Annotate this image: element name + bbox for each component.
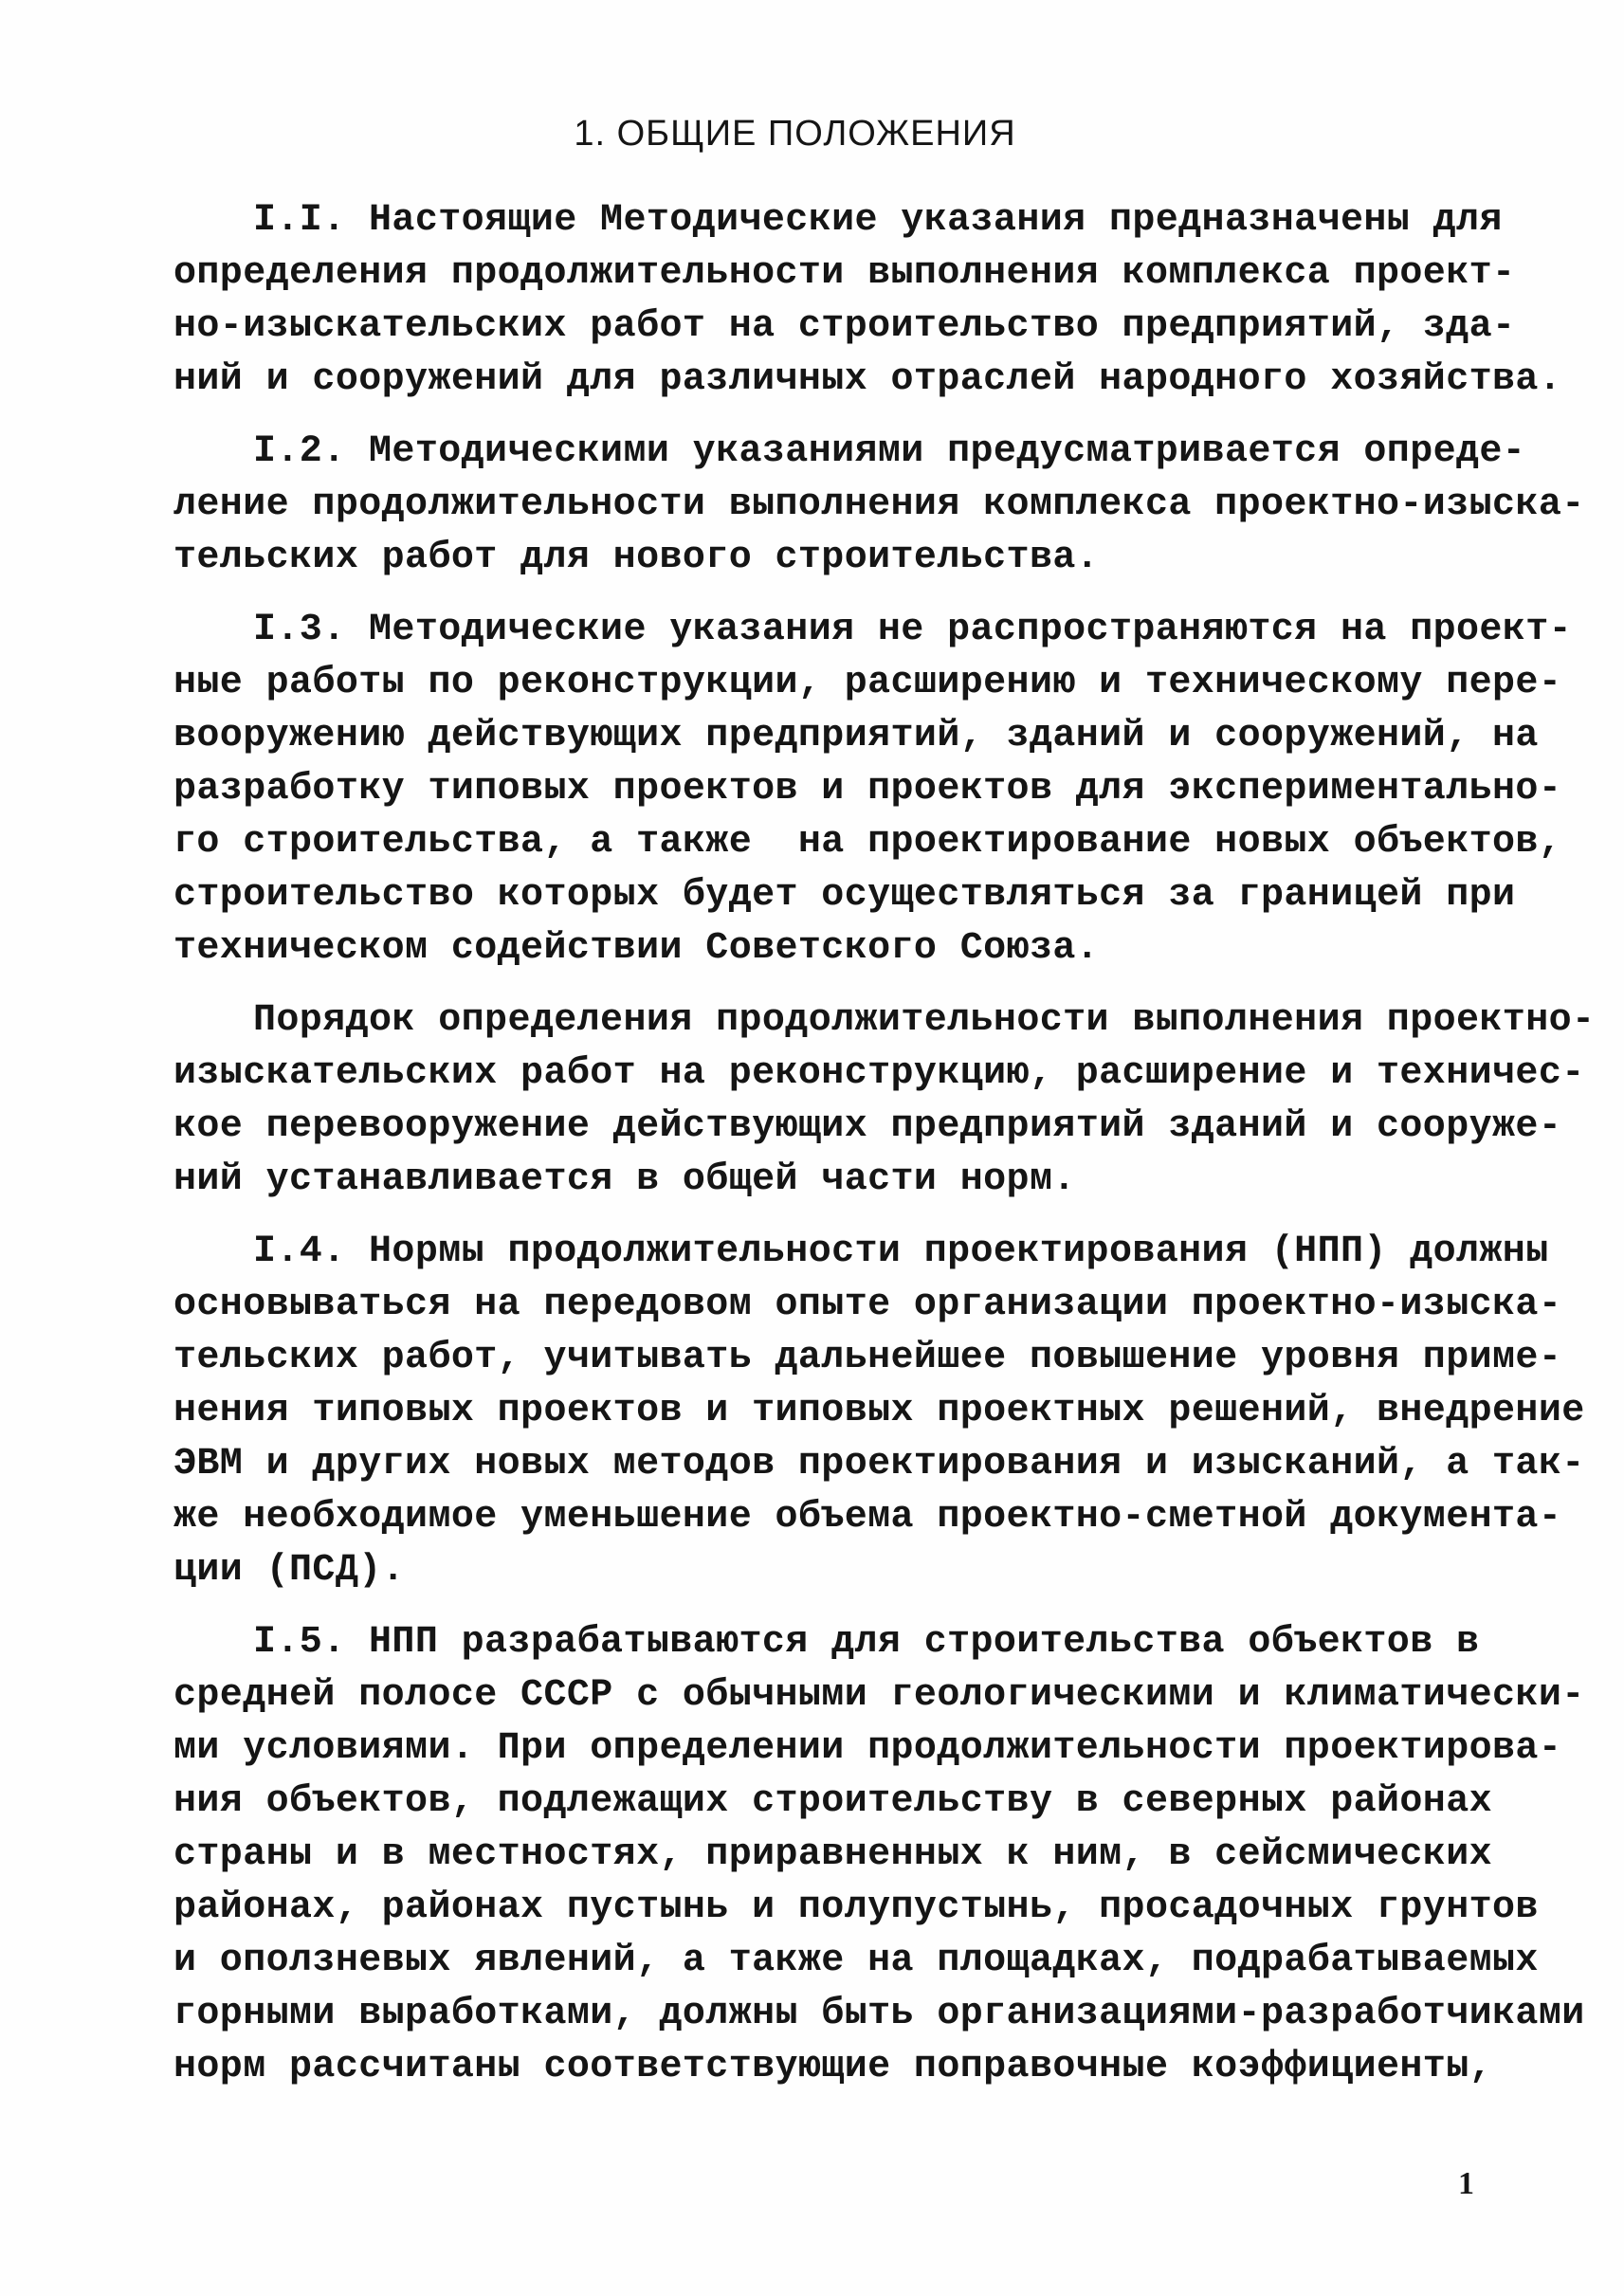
text-line: I.5. НПП разрабатываются для строительства объектов в — [253, 1621, 1480, 1664]
text-line: вооружению действующих предприятий, зданий и сооружений, на — [173, 715, 1539, 757]
text-line: ний устанавливается в общей части норм. — [173, 1158, 1076, 1201]
paragraph-1-1 — [0, 194, 1624, 407]
text-line: основываться на передовом опыте организации проектно-изыска- — [173, 1284, 1562, 1326]
text-line: техническом содействии Советского Союза. — [173, 927, 1100, 970]
text-line: го строительства, а также на проектирование новых объектов, — [173, 821, 1562, 864]
text-line: ные работы по реконструкции, расширению и техническому пере- — [173, 662, 1562, 704]
paragraph-1-2 — [0, 426, 1624, 585]
page-number: 1 — [1458, 2166, 1474, 2201]
text-line: I.2. Методическими указаниями предусматривается опреде- — [253, 430, 1526, 473]
text-line: ции (ПСД). — [173, 1549, 406, 1592]
paragraph-1-4 — [0, 1226, 1624, 1597]
text-line: норм рассчитаны соответствующие поправочные коэффициенты, — [173, 2046, 1493, 2088]
text-line: же необходимое уменьшение объема проектно-сметной документа- — [173, 1496, 1562, 1539]
paragraph-1-3 — [0, 604, 1624, 975]
text-line: ми условиями. При определении продолжительности проектирова- — [173, 1727, 1562, 1770]
text-line: страны и в местностях, приравненных к ним, в сейсмических — [173, 1833, 1493, 1876]
text-line: тельских работ для нового строительства. — [173, 537, 1100, 579]
text-line: и оползневых явлений, а также на площадках, подрабатываемых — [173, 1940, 1539, 1982]
text-line: I.3. Методические указания не распространяются на проект- — [253, 609, 1573, 651]
text-line: ЭВМ и других новых методов проектирования и изысканий, а так- — [173, 1443, 1585, 1485]
text-line: средней полосе СССР с обычными геологическими и климатически- — [173, 1674, 1585, 1717]
text-line: горными выработками, должны быть организациями-разработчиками — [173, 1993, 1585, 2035]
text-line: I.I. Настоящие Методические указания предназначены для — [253, 199, 1503, 242]
text-line: нения типовых проектов и типовых проектных решений, внедрение — [173, 1390, 1585, 1432]
paragraph-order — [0, 994, 1624, 1207]
section-heading: 1. ОБЩИЕ ПОЛОЖЕНИЯ — [574, 114, 1016, 154]
text-line: Порядок определения продолжительности выполнения проектно- — [253, 999, 1596, 1042]
body-text — [0, 194, 1624, 2113]
text-line: ление продолжительности выполнения комплекса проектно-изыска- — [173, 483, 1585, 526]
text-line: определения продолжительности выполнения комплекса проект- — [173, 252, 1516, 295]
text-line: но-изыскательских работ на строительство предприятий, зда- — [173, 305, 1516, 348]
text-line: районах, районах пустынь и полупустынь, просадочных грунтов — [173, 1886, 1539, 1929]
text-line: строительство которых будет осуществляться за границей при — [173, 874, 1516, 917]
text-line: тельских работ, учитывать дальнейшее повышение уровня приме- — [173, 1337, 1562, 1379]
text-line: изыскательских работ на реконструкцию, расширение и техничес- — [173, 1052, 1585, 1095]
text-line: кое перевооружение действующих предприятий зданий и сооруже- — [173, 1105, 1562, 1148]
text-line: ния объектов, подлежащих строительству в северных районах — [173, 1780, 1493, 1823]
text-line: разработку типовых проектов и проектов для экспериментально- — [173, 768, 1562, 811]
text-line: ний и сооружений для различных отраслей народного хозяйства. — [173, 358, 1562, 401]
text-line: I.4. Нормы продолжительности проектирования (НПП) должны — [253, 1230, 1549, 1273]
paragraph-1-5 — [0, 1616, 1624, 2094]
